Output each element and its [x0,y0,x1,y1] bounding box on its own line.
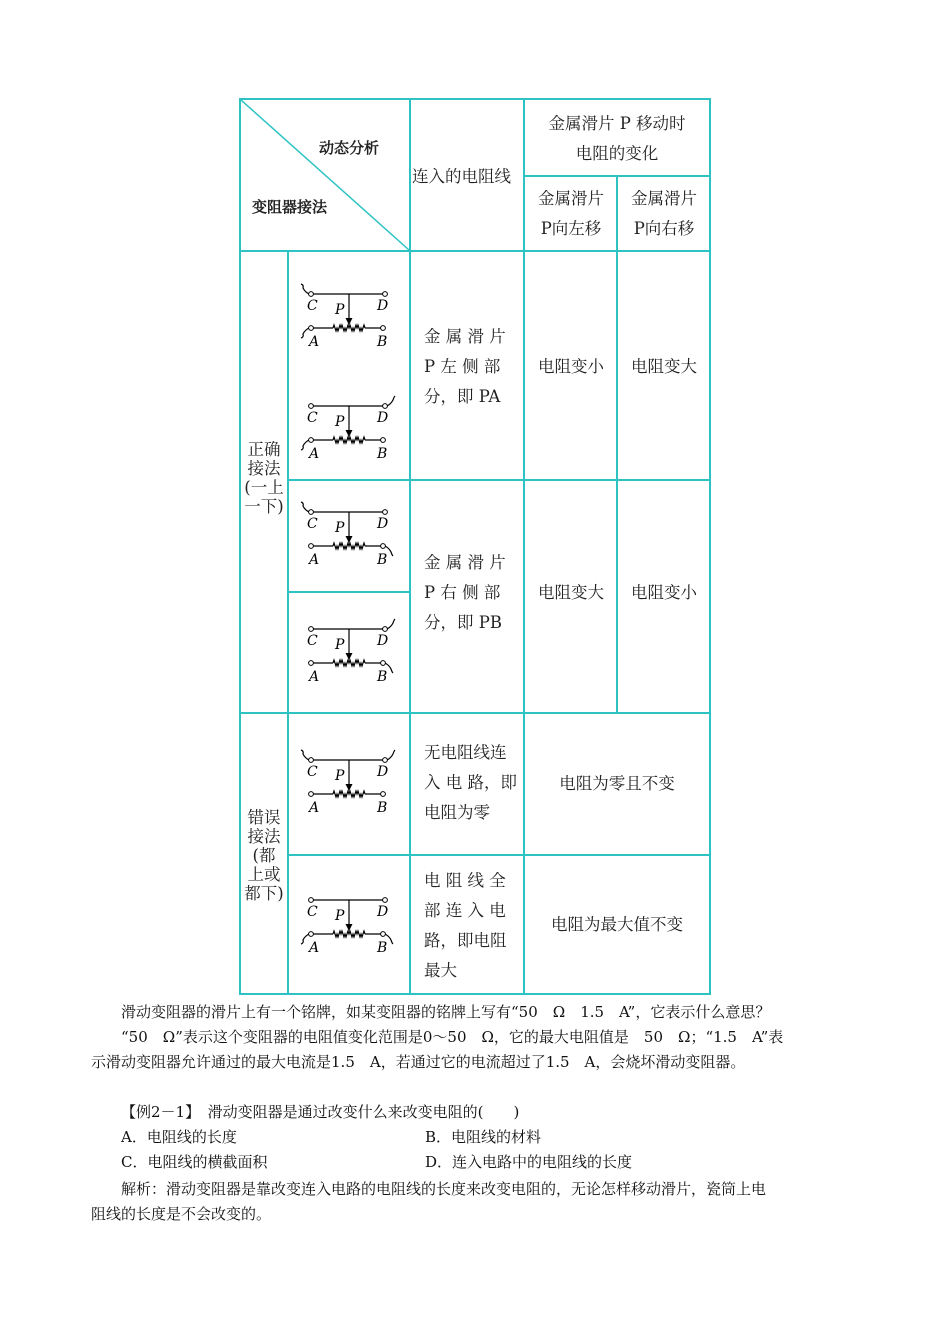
svg-text:B: B [377,800,388,816]
correct-group1-wire [424,322,520,412]
svg-text:A: A [309,940,320,956]
rheostat-symbol [297,744,405,824]
correct-label-line: 接法 [247,459,281,478]
wrong-label-line: (都 [252,846,276,865]
circuit-diagram-correct-4 [297,613,405,697]
wire-line: 金 属 滑 片 [424,327,506,346]
wire-line: 路，即电阻 [424,931,507,950]
option-d: D．连入电路中的电阻线的长度 [425,1153,633,1171]
svg-text:P: P [335,414,345,430]
rheostat-symbol [297,390,405,470]
header-move-left-line2: P向左移 [540,219,602,238]
analysis-line1: 解析：滑动变阻器是靠改变连入电路的电阻线的长度来改变电阻的，无论怎样移动滑片，瓷筒上电 [121,1180,767,1198]
wire-line: 无电阻线连 [424,743,507,762]
svg-text:C: C [307,516,318,532]
row-line-correct-mid [289,479,709,481]
analysis-line2: 阻线的长度是不会改变的。 [91,1205,272,1223]
correct-group2-right-result: 电阻变小 [631,583,697,602]
row-line-circuit-split [289,591,409,593]
svg-text:D: D [377,516,389,532]
svg-text:C: C [307,633,318,649]
correct-label-line: 正确 [247,440,281,459]
option-c: C．电阻线的横截面积 [121,1153,268,1171]
wire-line: 电阻为零 [424,803,490,822]
header-move-right-line2: P向右移 [633,219,695,238]
svg-text:C: C [307,904,318,920]
rheostat-symbol [297,496,405,576]
svg-text:A: A [309,552,320,568]
svg-text:B: B [377,446,388,462]
wire-line: P 右 侧 部 [424,583,501,602]
svg-text:D: D [377,298,389,314]
rheostat-symbol [297,884,405,964]
header-connected-wire: 连入的电阻线 [412,167,511,186]
option-b: B．电阻线的材料 [425,1128,542,1146]
svg-text:A: A [309,669,320,685]
row-line-header-mid [525,175,709,177]
col-line-1 [409,100,411,993]
svg-text:C: C [307,298,318,314]
circuit-diagram-correct-3 [297,496,405,580]
wrong-row1-result: 电阻为零且不变 [559,774,675,793]
wrong-row2-wire [424,866,520,986]
option-a: A．电阻线的长度 [121,1128,237,1146]
svg-text:A: A [309,800,320,816]
header-connection-method: 变阻器接法 [252,198,328,216]
svg-text:D: D [377,410,389,426]
wire-line: 分，即 PB [424,613,502,632]
wrong-label-line: 都下) [244,884,284,903]
circuit-diagram-wrong-1 [297,744,405,828]
circuit-diagram-correct-1 [297,278,405,362]
svg-text:A: A [309,446,320,462]
nameplate-explanation-line2: 示滑动变阻器允许通过的最大电流是1.5 A，若通过它的电流超过了1.5 A，会烧坏滑动变阻器。 [91,1053,746,1071]
wire-line: 部 连 入 电 [424,901,506,920]
svg-text:D: D [377,764,389,780]
rheostat-connection-table [239,98,711,995]
correct-label-line: (一上 [244,478,284,497]
svg-text:C: C [307,764,318,780]
wire-line: P 左 侧 部 [424,357,501,376]
circuit-diagram-wrong-2 [297,884,405,968]
row-line-header-bottom [241,250,709,252]
correct-group2-left-result: 电阻变大 [538,583,604,602]
header-move-left-line1: 金属滑片 [538,189,604,208]
nameplate-explanation-line1: “50 Ω”表示这个变阻器的电阻值变化范围是0～50 Ω，它的最大电阻值是 50 Ω；“1.5 A”表 [121,1028,784,1046]
rheostat-symbol [297,613,405,693]
correct-group2-wire [424,548,520,638]
wrong-label-line: 错误 [247,808,281,827]
svg-text:P: P [335,637,345,653]
nameplate-question: 滑动变阻器的滑片上有一个铭牌，如某变阻器的铭牌上写有“50 Ω 1.5 A”，它表示什么意思？ [121,1003,771,1021]
svg-text:B: B [377,552,388,568]
svg-text:D: D [377,904,389,920]
correct-group1-right-result: 电阻变大 [631,357,697,376]
svg-text:C: C [307,410,318,426]
svg-text:P: P [335,520,345,536]
correct-group1-left-result: 电阻变小 [538,357,604,376]
wire-line: 分，即 PA [424,387,501,406]
correct-method-label [241,440,287,516]
header-move-right-line1: 金属滑片 [631,189,697,208]
wire-line: 最大 [424,961,457,980]
svg-text:P: P [335,768,345,784]
circuit-diagram-correct-2 [297,390,405,474]
rheostat-symbol [297,278,405,358]
wire-line: 金 属 滑 片 [424,553,506,572]
col-line-3 [616,175,618,713]
svg-text:P: P [335,908,345,924]
wrong-label-line: 接法 [247,827,281,846]
example-question: 【例2－1】 滑动变阻器是通过改变什么来改变电阻的( ) [121,1103,520,1121]
wrong-method-label [241,808,287,903]
wire-line: 电 阻 线 全 [424,871,506,890]
svg-text:D: D [377,633,389,649]
wrong-row1-wire [424,738,520,828]
wrong-row2-result: 电阻为最大值不变 [551,915,683,934]
svg-text:A: A [309,334,320,350]
svg-text:B: B [377,334,388,350]
col-line-label [287,250,289,993]
header-diagonal-line [241,100,411,252]
wrong-label-line: 上或 [247,865,281,884]
header-resistance-change-line2: 电阻的变化 [575,144,659,163]
correct-label-line: 一下) [244,497,284,516]
row-line-wrong-mid [289,854,709,856]
svg-text:B: B [377,940,388,956]
wire-line: 入 电 路，即 [424,773,517,792]
row-line-section-split [241,712,709,714]
svg-text:B: B [377,669,388,685]
header-dynamic-analysis: 动态分析 [319,139,380,157]
header-resistance-change-line1: 金属滑片 P 移动时 [548,114,686,133]
svg-text:P: P [335,302,345,318]
